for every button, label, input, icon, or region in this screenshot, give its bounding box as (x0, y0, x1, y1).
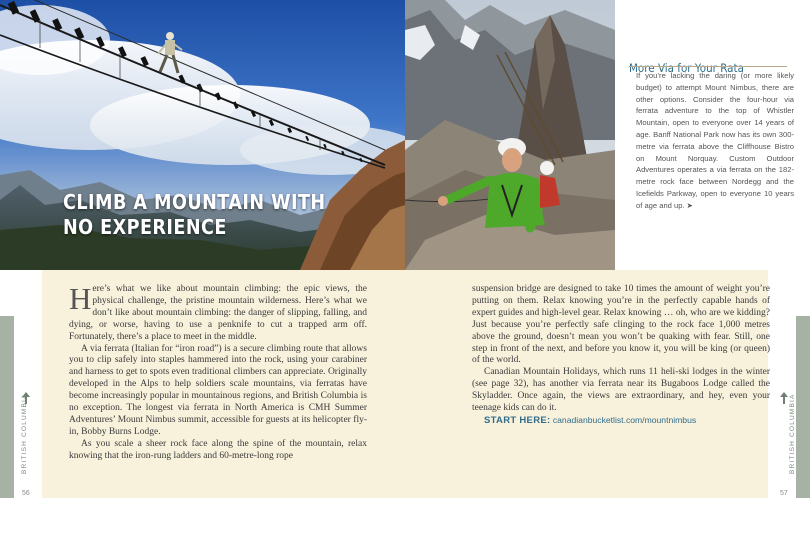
sidebar-title: More Via for Your Rata (629, 60, 744, 75)
section-label-left: BRITISH COLUMBIA (21, 393, 28, 474)
article-headline (63, 190, 327, 240)
headline-line-2: NO EXPERIENCE (63, 215, 227, 240)
headline-line-1: CLIMB A MOUNTAIN WITH (63, 190, 326, 215)
article-paragraph-1 (69, 281, 367, 344)
article-paragraph-4: suspension bridge are designed to take 10 times the amount of weight you’re putting on them. Relax knowing you’re in the perfectly capable hands of expert guides and high-level gear. Relax knowing … oh, who are we kidding? Just because you’re perfectly safe clinging to the rock face 1,000 metres above the ground, doesn’t mean you won’t be quaking with fear. Still, one step in front of the next, and before you know it, you will be king (or queen) of the world. (472, 284, 770, 366)
article-column-left (69, 281, 367, 463)
drop-cap: H (69, 281, 92, 316)
article-paragraph-5: Canadian Mountain Holidays, which runs 11 heli-ski lodges in the winter (see page 32), has another via ferrata near its Bugaboos Lodge called the Skyladder. Once again, the views are extraordinary, and hey, even your teenage kids can do it. (472, 367, 770, 414)
page-number-left: 56 (22, 490, 30, 497)
sidebar-more-via (615, 0, 810, 270)
article-paragraph-3: As you scale a sheer rock face along the spine of the mountain, relax knowing that the iron-rung ladders and 60-metre-long rope (69, 438, 367, 461)
left-edge-tab (0, 316, 14, 498)
right-edge-tab (796, 316, 810, 498)
article-paragraph-2: A via ferrata (Italian for “iron road”) is a secure climbing route that allows you to clip safely into staples hammered into the rock, using your carabiner and harness to get to spots even traditional climbers can appreciate. Originally developed in the Alps to help soldiers scale mountains, via ferratas have become increasingly popular in mountainous regions, and British Columbia is no exception. The longest via ferrata in North America is CMH Summer Adventures’ Mount Nimbus summit, accessible for guests at its helicopter fly-in, Bobby Burns Lodge. (69, 343, 367, 437)
start-here-label: START HERE: (484, 414, 551, 426)
article-text-panel (42, 270, 768, 498)
article-column-right (472, 284, 770, 427)
sidebar-body (636, 70, 794, 212)
start-here-link[interactable]: canadianbucketlist.com/mountnimbus (552, 414, 697, 425)
sidebar-divider (629, 66, 787, 67)
paragraph-1-text: ere’s what we like about mountain climbing: the epic views, the physical challenge, the pristine mountain wilderness. Here’s what we don’t like about mountain climbing: the danger of slipping, falling, and dying, or worse, having to use a penknife to cut a trapped arm off. Fortunately, there’s a place to meet in the middle. (69, 284, 367, 342)
up-arrow-icon (779, 392, 789, 404)
sidebar-paragraph: If you’re lacking the daring (or more likely budget) to attempt Mount Nimbus, there are other options. Consider the four-hour via ferrata adventure to the top of Whistler Mountain, open to everyone over 14 years of age. Banff National Park now has its own 300-metre via ferrata above the Cliffhouse Bistro on Mount Norquay. Custom Outdoor Adventures operates a via ferrata on the 182-metre rock face between Nordegg and the Icefields Parkway, open to everyone 10 years of age and up. ➤ (636, 71, 794, 210)
page-number-right: 57 (780, 490, 788, 497)
section-label-right: BRITISH COLUMBIA (789, 393, 796, 474)
start-here-line (472, 415, 770, 427)
via-ferrata-climber-photo (405, 0, 615, 270)
